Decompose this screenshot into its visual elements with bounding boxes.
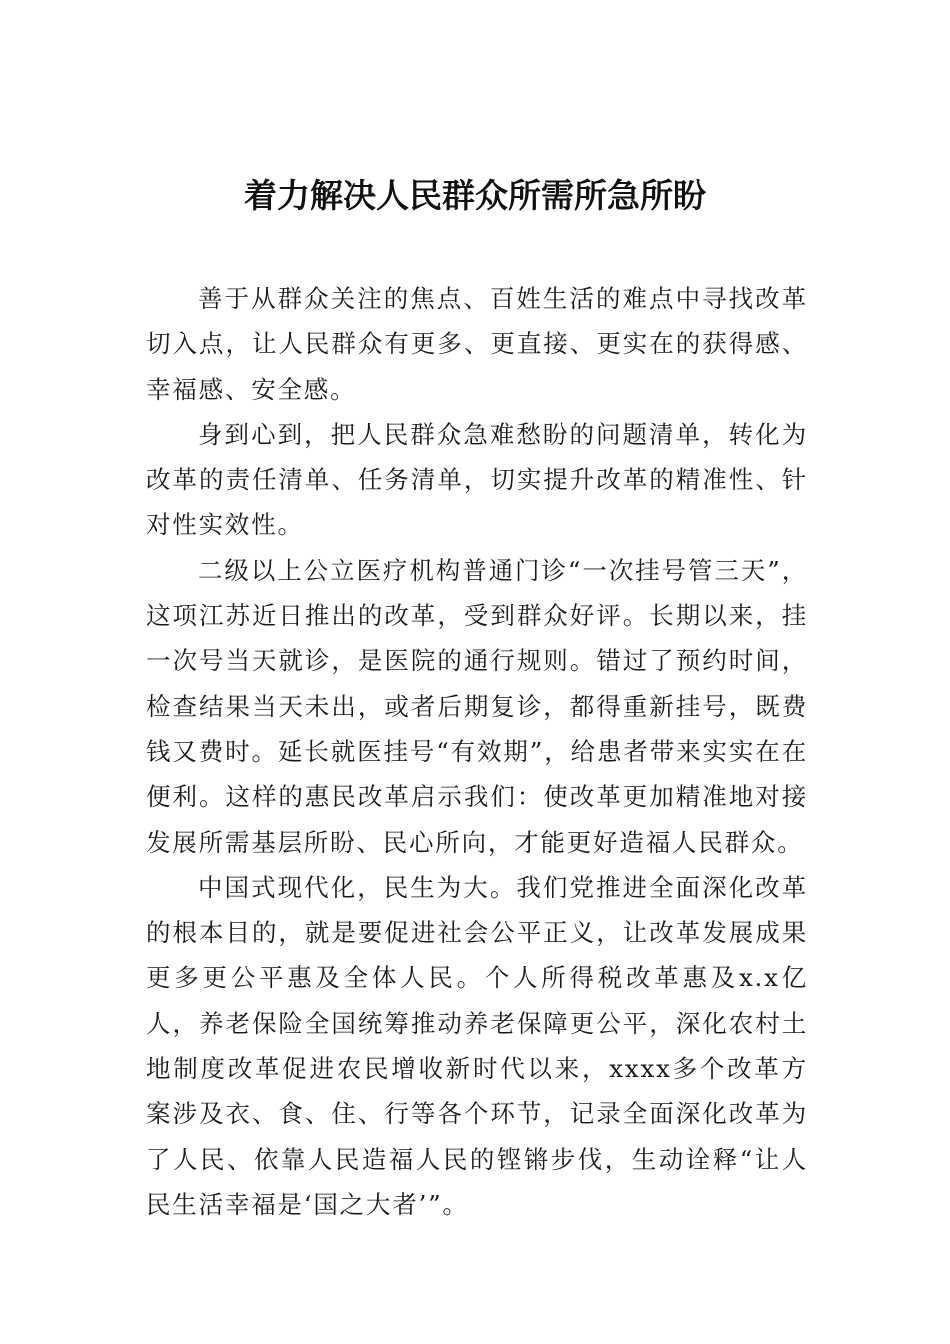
paragraph-4: 中国式现代化，民生为大。我们党推进全面深化改革的根本目的，就是要促进社会公平正义，让改革发展成果更多更公平惠及全体人民。个人所得税改革惠及x.x亿人，养老保险全国统筹推动养老保障更公平，深化农村土地制度改革促进农民增收新时代以来，xxxx多个改革方案涉及衣、食、住、行等各个环节，记录全面深化改革为了人民、依靠人民造福人民的铿锵步伐，生动诠释“让人民生活幸福是‘国之大者’”。 <box>146 872 808 1219</box>
paragraph-3: 二级以上公立医疗机构普通门诊“一次挂号管三天”，这项江苏近日推出的改革，受到群众好评。长期以来，挂一次号当天就诊，是医院的通行规则。错过了预约时间，检查结果当天未出，或者后期复诊，都得重新挂号，既费钱又费时。延长就医挂号“有效期”，给患者带来实实在在便利。这样的惠民改革启示我们：使改革更加精准地对接发展所需基层所盼、民心所向，才能更好造福人民群众。 <box>146 555 808 857</box>
document-title: 着力解决人民群众所需所急所盼 <box>244 176 706 215</box>
document-body <box>146 276 808 1227</box>
paragraph-2: 身到心到，把人民群众急难愁盼的问题清单，转化为改革的责任清单、任务清单，切实提升改革的精准性、针对性实效性。 <box>146 419 808 540</box>
paragraph-1: 善于从群众关注的焦点、百姓生活的难点中寻找改革切入点，让人民群众有更多、更直接、更实在的获得感、幸福感、安全感。 <box>146 284 808 404</box>
